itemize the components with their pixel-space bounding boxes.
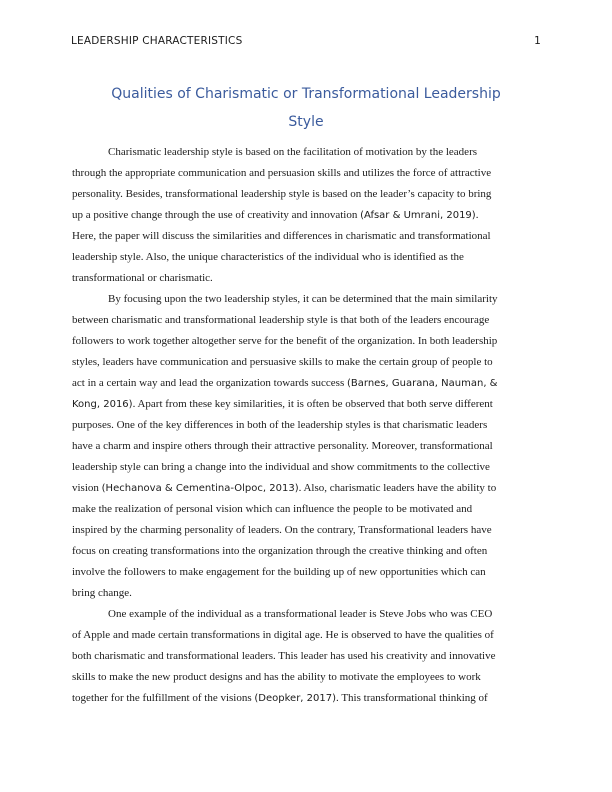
text-run: vision bbox=[72, 482, 102, 494]
text-run: focus on creating transformations into the organization through the creative thinking and often bbox=[72, 545, 488, 557]
citation-run: (Deopker, 2017) bbox=[254, 693, 337, 704]
paragraph bbox=[72, 604, 540, 709]
text-line bbox=[72, 583, 540, 604]
text-line bbox=[72, 562, 540, 583]
text-line bbox=[72, 331, 540, 352]
text-line bbox=[72, 478, 540, 499]
citation-run: (Hechanova & Cementina-Olpoc, 2013) bbox=[101, 483, 299, 494]
text-run: through the appropriate communication and persuasion skills and utilizes the force of attractive bbox=[72, 167, 492, 179]
text-line bbox=[72, 688, 540, 709]
text-run: act in a certain way and lead the organization towards success bbox=[72, 377, 347, 389]
text-run: skills to make the new product designs and has the ability to motivate the employees to work bbox=[72, 671, 481, 683]
text-line bbox=[72, 247, 540, 268]
text-run: of Apple and made certain transformations in digital age. He is observed to have the qualities of bbox=[72, 629, 494, 641]
citation-run: (Barnes, Guarana, Nauman, & bbox=[347, 378, 498, 389]
text-run: inspired by the charming personality of leaders. On the contrary, Transformational leaders have bbox=[72, 524, 492, 536]
text-run: personality. Besides, transformational leadership style is based on the leader’s capacity to bring bbox=[72, 188, 492, 200]
text-line bbox=[72, 373, 540, 394]
text-run: together for the fulfillment of the visions bbox=[72, 692, 255, 704]
text-line bbox=[72, 520, 540, 541]
text-run: purposes. One of the key differences in both of the leadership styles is that charismatic leaders bbox=[72, 419, 488, 431]
document-title bbox=[72, 80, 540, 136]
text-line bbox=[72, 625, 540, 646]
text-run: styles, leaders have communication and persuasive skills to make the certain group of people to bbox=[72, 356, 493, 368]
text-run: . Also, charismatic leaders have the ability to bbox=[298, 482, 497, 494]
text-line bbox=[72, 604, 540, 625]
text-line bbox=[72, 226, 540, 247]
document-title-line-1: Qualities of Charismatic or Transformational Leadership bbox=[111, 86, 501, 102]
text-run: between charismatic and transformational leadership style is that both of the leaders encourage bbox=[72, 314, 490, 326]
text-line bbox=[72, 457, 540, 478]
text-line bbox=[72, 205, 540, 226]
text-line bbox=[72, 436, 540, 457]
text-line bbox=[72, 163, 540, 184]
text-line bbox=[72, 142, 540, 163]
citation-run: (Afsar & Umrani, 2019) bbox=[360, 210, 476, 221]
document-title-line-2: Style bbox=[288, 114, 324, 130]
text-line bbox=[72, 352, 540, 373]
text-run: . bbox=[475, 209, 479, 221]
text-run: involve the followers to make engagement for the building up of new opportunities which can bbox=[72, 566, 486, 578]
text-line bbox=[72, 541, 540, 562]
text-run: have a charm and inspire others through their attractive personality. Moreover, transformational bbox=[72, 440, 493, 452]
text-run: By focusing upon the two leadership styles, it can be determined that the main similarity bbox=[108, 293, 498, 305]
text-line bbox=[72, 310, 540, 331]
text-line bbox=[72, 646, 540, 667]
citation-run: Kong, 2016) bbox=[72, 399, 133, 410]
text-run: Here, the paper will discuss the similarities and differences in charismatic and transformational bbox=[72, 230, 491, 242]
text-run: . Apart from these key similarities, it is often be observed that both serve different bbox=[132, 398, 493, 410]
text-run: up a positive change through the use of creativity and innovation bbox=[72, 209, 361, 221]
text-line bbox=[72, 499, 540, 520]
paragraph bbox=[72, 142, 540, 289]
text-run: One example of the individual as a transformational leader is Steve Jobs who was CEO bbox=[108, 608, 493, 620]
text-run: bring change. bbox=[72, 587, 132, 599]
text-run: Charismatic leadership style is based on the facilitation of motivation by the leaders bbox=[108, 146, 478, 158]
text-run: both charismatic and transformational leaders. This leader has used his creativity and innovative bbox=[72, 650, 496, 662]
text-run: leadership style. Also, the unique characteristics of the individual who is identified as the bbox=[72, 251, 464, 263]
text-run: . This transformational thinking of bbox=[336, 692, 488, 704]
text-line bbox=[72, 415, 540, 436]
page-header bbox=[71, 35, 541, 47]
text-run: followers to work together altogether serve for the benefit of the organization. In both leadership bbox=[72, 335, 498, 347]
paragraph bbox=[72, 289, 540, 604]
text-run: leadership style can bring a change into the individual and show commitments to the collective bbox=[72, 461, 490, 473]
text-line bbox=[72, 268, 540, 289]
text-line bbox=[72, 184, 540, 205]
text-line bbox=[72, 667, 540, 688]
text-line bbox=[72, 289, 540, 310]
text-run: make the realization of personal vision which can influence the people to be motivated and bbox=[72, 503, 473, 515]
text-line bbox=[72, 394, 540, 415]
document-body bbox=[72, 142, 540, 709]
running-head: LEADERSHIP CHARACTERISTICS bbox=[71, 35, 243, 47]
text-run: transformational or charismatic. bbox=[72, 272, 213, 284]
page-number: 1 bbox=[534, 35, 541, 47]
